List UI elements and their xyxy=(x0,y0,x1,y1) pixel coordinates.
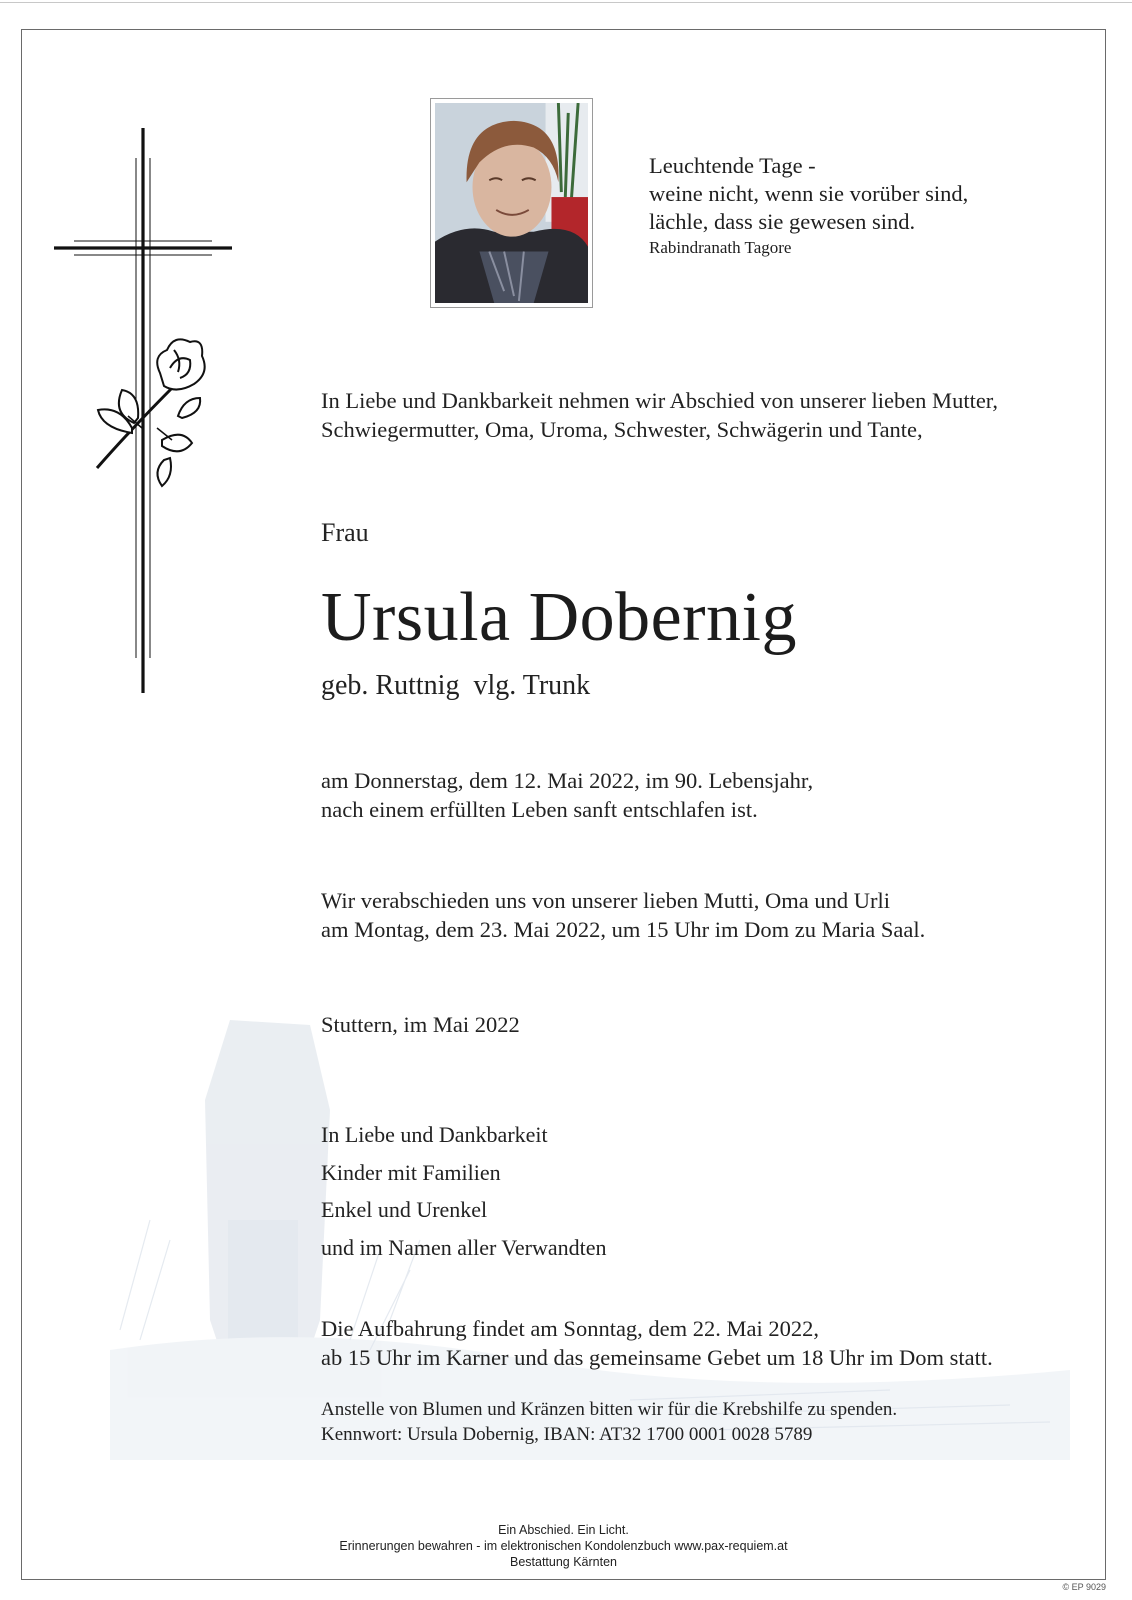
signer-line: Enkel und Urenkel xyxy=(321,1197,488,1222)
footer-tagline: Ein Abschied. Ein Licht. xyxy=(498,1523,629,1537)
quote-line-2: weine nicht, wenn sie vorüber sind, xyxy=(649,181,969,206)
death-line-2: nach einem erfüllten Leben sanft entschlafen ist. xyxy=(321,797,758,822)
intro-line-1: In Liebe und Dankbarkeit nehmen wir Abschied von unserer lieben Mutter, xyxy=(321,388,999,413)
death-line-1: am Donnerstag, dem 12. Mai 2022, im 90. Lebensjahr, xyxy=(321,768,814,793)
place-date: Stuttern, im Mai 2022 xyxy=(321,1012,520,1037)
quote-line-3: lächle, dass sie gewesen sind. xyxy=(649,209,916,234)
viewing-line-2: ab 15 Uhr im Karner und das gemeinsame Gebet um 18 Uhr im Dom statt. xyxy=(321,1345,993,1370)
salutation: Frau xyxy=(321,518,369,547)
viewing-line-1: Die Aufbahrung findet am Sonntag, dem 22. Mai 2022, xyxy=(321,1316,820,1341)
signer-line: und im Namen aller Verwandten xyxy=(321,1234,607,1260)
footer-condolence-link: Erinnerungen bewahren - im elektronischen Kondolenzbuch www.pax-requiem.at xyxy=(339,1539,788,1553)
farewell-line-2: am Montag, dem 23. Mai 2022, um 15 Uhr im Dom zu Maria Saal. xyxy=(321,917,926,942)
signer-line: In Liebe und Dankbarkeit xyxy=(321,1122,548,1147)
viewing-notice xyxy=(321,1314,993,1372)
footer-funeral-home: Bestattung Kärnten xyxy=(509,1555,618,1569)
cross-with-rose-icon xyxy=(52,128,232,693)
memorial-quote xyxy=(649,152,968,260)
intro-text xyxy=(321,386,998,444)
page-top-edge xyxy=(0,2,1132,3)
signers-list xyxy=(321,1116,607,1266)
quote-author: Rabindranath Tagore xyxy=(649,238,792,257)
deceased-name: Ursula Dobernig xyxy=(321,579,798,656)
farewell-line-1: Wir verabschieden uns von unserer lieben Mutti, Oma und Urli xyxy=(321,888,890,913)
footer xyxy=(21,1522,1106,1570)
farewell-notice xyxy=(321,886,925,944)
donation-line-1: Anstelle von Blumen und Kränzen bitten wir für die Krebshilfe zu spenden. xyxy=(321,1399,898,1420)
print-code: © EP 9029 xyxy=(1062,1582,1106,1592)
portrait-photo xyxy=(430,98,593,308)
signer-line: Kinder mit Familien xyxy=(321,1159,501,1185)
donation-line-2: Kennwort: Ursula Dobernig, IBAN: AT32 1700 0001 0028 5789 xyxy=(321,1424,813,1445)
maiden-name: geb. Ruttnig vlg. Trunk xyxy=(321,670,591,701)
death-notice xyxy=(321,766,813,824)
donation-note xyxy=(321,1397,897,1447)
quote-line-1: Leuchtende Tage - xyxy=(649,153,816,178)
intro-line-2: Schwiegermutter, Oma, Uroma, Schwester, Schwägerin und Tante, xyxy=(321,417,923,442)
